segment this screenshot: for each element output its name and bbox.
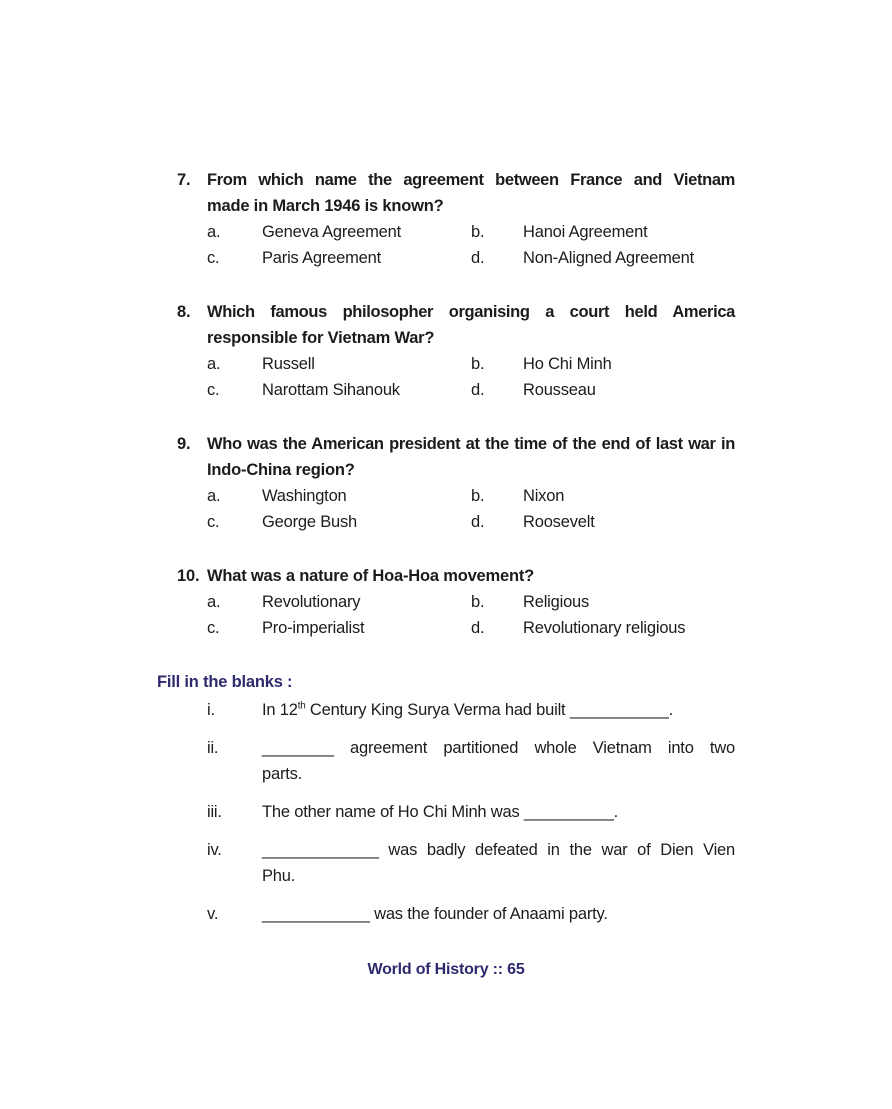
question-text — [207, 431, 735, 483]
option-letter-b: b. — [471, 593, 485, 611]
fib-numeral: v. — [207, 905, 219, 923]
option-text-a: Geneva Agreement — [262, 223, 401, 241]
question-9 — [177, 431, 735, 535]
option-letter-d: d. — [471, 513, 485, 531]
question-number: 9. — [177, 435, 191, 453]
option-letter-c: c. — [207, 249, 220, 267]
option-text-c: George Bush — [262, 513, 358, 531]
question-row — [177, 563, 735, 589]
option-letter-a: a. — [207, 487, 221, 505]
question-text-line: Indo-China region? — [207, 461, 355, 479]
question-text-line: made in March 1946 is known? — [207, 197, 444, 215]
fib-item-v — [207, 901, 735, 927]
fib-text-prefix: In 12 — [262, 701, 298, 719]
fib-text — [262, 901, 735, 927]
question-number: 7. — [177, 171, 191, 189]
question-10 — [177, 563, 735, 641]
question-text — [207, 563, 735, 589]
fib-text-line: _____________ was badly defeated in the war of Dien Vien — [262, 841, 735, 859]
fib-item-i — [207, 697, 735, 723]
option-text-c: Narottam Sihanouk — [262, 381, 400, 399]
fib-numeral: iii. — [207, 803, 222, 821]
option-text-d: Rousseau — [523, 381, 596, 399]
option-letter-c: c. — [207, 619, 220, 637]
options-grid — [207, 219, 735, 271]
option-letter-a: a. — [207, 593, 221, 611]
ordinal-superscript: th — [297, 700, 306, 712]
option-letter-b: b. — [471, 487, 485, 505]
fill-in-the-blanks-heading: Fill in the blanks : — [157, 673, 293, 691]
fib-text — [262, 735, 735, 787]
question-text-line: From which name the agreement between France and Vietnam — [207, 171, 735, 189]
option-letter-b: b. — [471, 223, 485, 241]
option-text-b: Hanoi Agreement — [523, 223, 648, 241]
options-grid — [207, 589, 735, 641]
question-7 — [177, 167, 735, 271]
footer-text: World of History :: 65 — [367, 961, 525, 978]
option-text-b: Ho Chi Minh — [523, 355, 612, 373]
option-letter-c: c. — [207, 381, 220, 399]
question-row — [177, 431, 735, 483]
option-letter-c: c. — [207, 513, 220, 531]
option-text-c: Paris Agreement — [262, 249, 381, 267]
question-8 — [177, 299, 735, 403]
option-letter-d: d. — [471, 381, 485, 399]
fib-text-line: The other name of Ho Chi Minh was __________. — [262, 803, 619, 821]
option-text-c: Pro-imperialist — [262, 619, 365, 637]
option-letter-a: a. — [207, 355, 221, 373]
option-text-b: Religious — [523, 593, 590, 611]
fib-text-rest: Century King Surya Verma had built ___________. — [305, 701, 673, 719]
fib-text-line: Phu. — [262, 867, 296, 885]
question-text-line: Who was the American president at the time of the end of last war in — [207, 435, 735, 453]
fib-text — [262, 799, 735, 825]
option-text-d: Roosevelt — [523, 513, 595, 531]
options-grid — [207, 483, 735, 535]
fib-item-iii — [207, 799, 735, 825]
question-text-line: Which famous philosopher organising a court held America — [207, 303, 735, 321]
question-number: 8. — [177, 303, 191, 321]
fib-numeral: i. — [207, 701, 215, 719]
option-text-a: Washington — [262, 487, 347, 505]
fib-text-line: ________ agreement partitioned whole Vietnam into two — [262, 739, 735, 757]
question-row — [177, 167, 735, 219]
question-text — [207, 299, 735, 351]
option-text-d: Non-Aligned Agreement — [523, 249, 694, 267]
question-text-line: What was a nature of Hoa-Hoa movement? — [207, 567, 535, 585]
fib-text — [262, 697, 735, 723]
option-text-a: Russell — [262, 355, 315, 373]
option-letter-d: d. — [471, 619, 485, 637]
page-footer — [157, 957, 735, 983]
fib-numeral: iv. — [207, 841, 222, 859]
fib-item-ii — [207, 735, 735, 787]
fib-text — [262, 837, 735, 889]
option-text-d: Revolutionary religious — [523, 619, 686, 637]
question-text-line: responsible for Vietnam War? — [207, 329, 435, 347]
option-letter-b: b. — [471, 355, 485, 373]
fib-text-line — [262, 697, 735, 723]
question-text — [207, 167, 735, 219]
fib-text-line: parts. — [262, 765, 303, 783]
fib-text-line: ____________ was the founder of Anaami party. — [262, 905, 608, 923]
option-text-b: Nixon — [523, 487, 565, 505]
option-text-a: Revolutionary — [262, 593, 361, 611]
fib-numeral: ii. — [207, 739, 219, 757]
options-grid — [207, 351, 735, 403]
fib-item-iv — [207, 837, 735, 889]
question-row — [177, 299, 735, 351]
option-letter-a: a. — [207, 223, 221, 241]
question-number: 10. — [177, 567, 200, 585]
option-letter-d: d. — [471, 249, 485, 267]
